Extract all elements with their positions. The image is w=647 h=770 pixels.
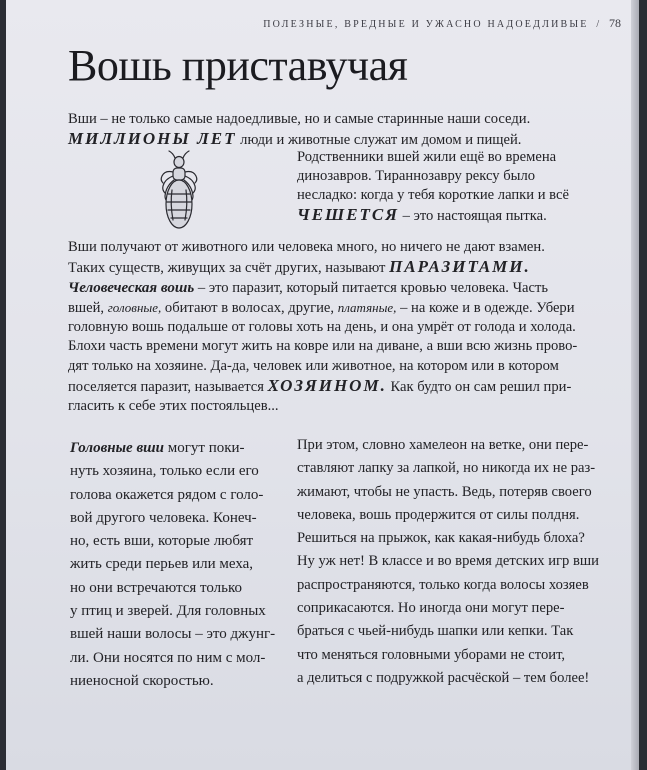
intro-paragraph: [68, 110, 608, 150]
page-number: 78: [609, 16, 621, 30]
dino-line-4-tail: – это настоящая пытка.: [402, 208, 547, 224]
left-line: но, есть вши, которые любят: [70, 533, 254, 550]
right-column: [297, 434, 632, 690]
mid-line-4-a: вшей,: [68, 299, 105, 316]
right-line: человека, вошь продержится от силы полдня.: [297, 506, 580, 523]
mid-line-4: [68, 298, 613, 318]
mid-line-1: Вши получают от животного или человека много, но ничего не дают взамен.: [68, 239, 545, 255]
dinosaur-paragraph: [297, 148, 617, 226]
running-head-separator: /: [596, 19, 602, 30]
mid-line-2: [68, 257, 613, 278]
left-line: у птиц и зверей. Для головных: [70, 603, 266, 620]
mid-line-8-text: поселяется паразит, называется: [68, 379, 264, 396]
host-emphasis: ХОЗЯИНОМ.: [267, 376, 387, 396]
mid-line-7: дят только на хозяине. Да-да, человек или животное, на котором или в котором: [68, 357, 559, 374]
right-line: жимают, чтобы не упасть. Ведь, потеряв своего: [297, 483, 592, 500]
running-head: [263, 16, 621, 31]
louse-icon: [156, 150, 202, 232]
page-title: Вошь приставучая: [68, 41, 408, 90]
intro-line-1: Вши – не только самые надоедливые, но и самые старинные наши соседи.: [68, 111, 531, 127]
left-line: ли. Они носятся по ним с мол-: [70, 649, 266, 666]
right-line: браться с чьей-нибудь шапки или кепки. Так: [297, 623, 574, 640]
left-line: нуть хозяина, только если его: [70, 463, 259, 480]
parasite-paragraph: [68, 238, 613, 417]
mid-line-8: [68, 376, 613, 397]
right-line: Ну уж нет! В классе и во время детских игр вши: [297, 553, 599, 570]
left-line-1-tail: могут поки-: [167, 440, 245, 456]
dino-line-3: несладко: когда у тебя короткие лапки и всё: [297, 187, 569, 203]
left-line: жить среди перьев или меха,: [70, 556, 254, 573]
right-line: а делиться с подружкой расчёской – тем более!: [297, 669, 590, 686]
intro-line-2-tail: люди и животные служат им домом и пищей.: [240, 132, 522, 148]
dino-emphasis: ЧЕШЕТСЯ: [297, 205, 399, 224]
mid-line-5: головную вошь подальше от головы хоть на день, и она умрёт от голода и холода.: [68, 319, 576, 336]
head-lice-lead: Головные вши: [70, 440, 164, 456]
dino-line-1: Родственники вшей жили ещё во времена: [297, 149, 557, 165]
mid-line-2-text: Таких существ, живущих за счёт других, называют: [68, 260, 386, 277]
right-line: распространяются, только когда волосы хозяев: [297, 576, 589, 593]
intro-line-2: [68, 129, 608, 150]
mid-line-9: гласить к себе этих постояльцев...: [68, 398, 279, 415]
human-louse-lead: Человеческая вошь: [68, 279, 195, 296]
running-title: ПОЛЕЗНЫЕ, ВРЕДНЫЕ И УЖАСНО НАДОЕДЛИВЫЕ: [263, 19, 589, 30]
left-column: [70, 437, 295, 693]
mid-line-4-c: – на коже и в одежде. Убери: [400, 299, 575, 316]
head-lice-term: головные,: [107, 299, 162, 315]
right-line: Решиться на прыжок, как какая-нибудь блоха?: [297, 530, 585, 547]
body-lice-term: платяные,: [337, 299, 397, 315]
mid-line-3: [68, 279, 613, 298]
dino-line-2: динозавров. Тираннозавру рексу было: [297, 168, 536, 184]
left-line: голова окажется рядом с голо-: [70, 486, 264, 503]
page-edge: [631, 0, 639, 770]
right-line: ставляют лапку за лапкой, но никогда их не раз-: [297, 460, 596, 477]
mid-line-8-tail: Как будто он сам решил при-: [390, 379, 572, 396]
left-line: но они встречаются только: [70, 579, 243, 596]
right-line: что меняться головными уборами не стоит,: [297, 646, 566, 663]
dino-line-4: [297, 205, 617, 226]
book-page: [6, 0, 639, 770]
parasites-emphasis: ПАРАЗИТАМИ.: [389, 257, 531, 277]
left-line: вой другого человека. Конеч-: [70, 509, 257, 526]
left-line: вшей наши волосы – это джунг-: [70, 626, 276, 643]
mid-line-3-tail: – это паразит, который питается кровью человека. Часть: [197, 279, 549, 296]
left-line-1: [70, 437, 295, 460]
mid-line-4-b: обитают в волосах, другие,: [164, 299, 335, 316]
right-line: соприкасаются. Но иногда они могут пере-: [297, 600, 565, 617]
right-line: При этом, словно хамелеон на ветке, они пере-: [297, 437, 589, 453]
left-line: ниеносной скоростью.: [70, 672, 214, 689]
intro-emphasis: МИЛЛИОНЫ ЛЕТ: [68, 129, 237, 148]
mid-line-6: Блохи часть времени могут жить на ковре или на диване, а вши всю жизнь прово-: [68, 338, 578, 355]
